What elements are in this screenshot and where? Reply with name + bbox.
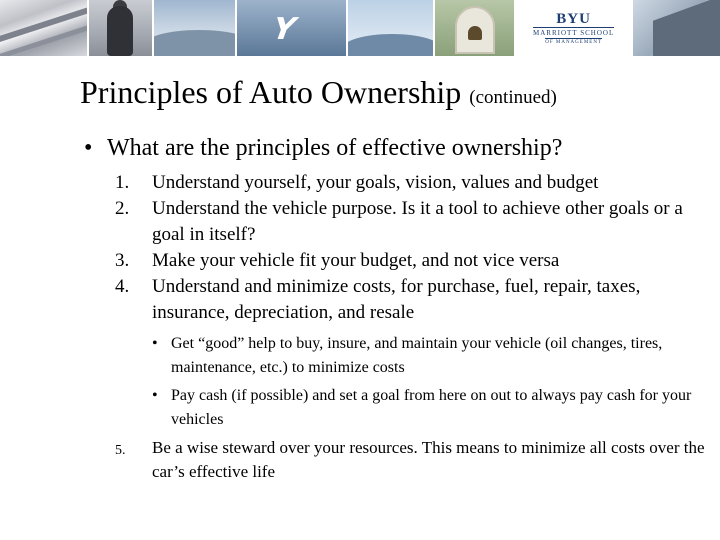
building-shape — [653, 0, 720, 56]
sub-bullet-icon: • — [152, 335, 158, 352]
slide-title — [80, 72, 557, 118]
byu-logo — [516, 0, 631, 56]
sub-item — [152, 332, 705, 380]
sub-bullet-icon: • — [152, 387, 158, 404]
y-mountain-photo — [237, 0, 346, 56]
logo-main: BYU — [556, 10, 591, 27]
item-text: Make your vehicle fit your budget, and not vice versa — [152, 250, 560, 271]
sub-item — [152, 384, 705, 432]
statue-photo — [89, 0, 152, 56]
bell-tower-photo — [435, 0, 514, 56]
title-text: Principles of Auto Ownership — [80, 74, 462, 110]
sub-item-text: Get “good” help to buy, insure, and maintain your vehicle (oil changes, tires, maintenance, etc.) to minimize costs — [171, 335, 663, 376]
item-text: Understand and minimize costs, for purchase, fuel, repair, taxes, insurance, depreciation, and resale — [152, 276, 641, 323]
bell-icon — [468, 26, 482, 40]
statue-body — [107, 6, 133, 56]
question-text: What are the principles of effective ownership? — [107, 135, 563, 161]
bullet-icon: • — [84, 135, 93, 161]
principles-list — [115, 170, 705, 484]
mountain-photo — [348, 0, 433, 56]
item-number: 1. — [115, 172, 130, 193]
sub-item-text: Pay cash (if possible) and set a goal from here on out to always pay cash for your vehicles — [171, 387, 692, 428]
list-item — [115, 248, 705, 274]
list-item — [115, 436, 705, 484]
y-letter-icon: Y — [267, 12, 302, 47]
sub-list — [152, 332, 705, 432]
item-text: Understand yourself, your goals, vision, values and budget — [152, 172, 599, 193]
logo-sub2: OF MANAGEMENT — [545, 39, 602, 45]
list-item — [115, 196, 705, 248]
title-suffix: (continued) — [469, 87, 557, 108]
logo-sub: MARRIOTT SCHOOL — [533, 28, 615, 37]
sky-photo — [154, 0, 235, 56]
item-number: 4. — [115, 276, 130, 297]
header-banner — [0, 0, 720, 56]
hill-shape — [348, 34, 433, 56]
item-number: 5. — [115, 443, 126, 458]
item-text: Be a wise steward over your resources. This means to minimize all costs over the car’s effective life — [152, 438, 705, 481]
building-photo — [633, 0, 720, 56]
item-number: 2. — [115, 198, 130, 219]
mountain-shape — [154, 30, 235, 56]
list-item — [115, 274, 705, 326]
item-number: 3. — [115, 250, 130, 271]
architecture-photo — [0, 0, 87, 56]
item-text: Understand the vehicle purpose. Is it a tool to achieve other goals or a goal in itself? — [152, 198, 683, 245]
list-item — [115, 170, 705, 196]
